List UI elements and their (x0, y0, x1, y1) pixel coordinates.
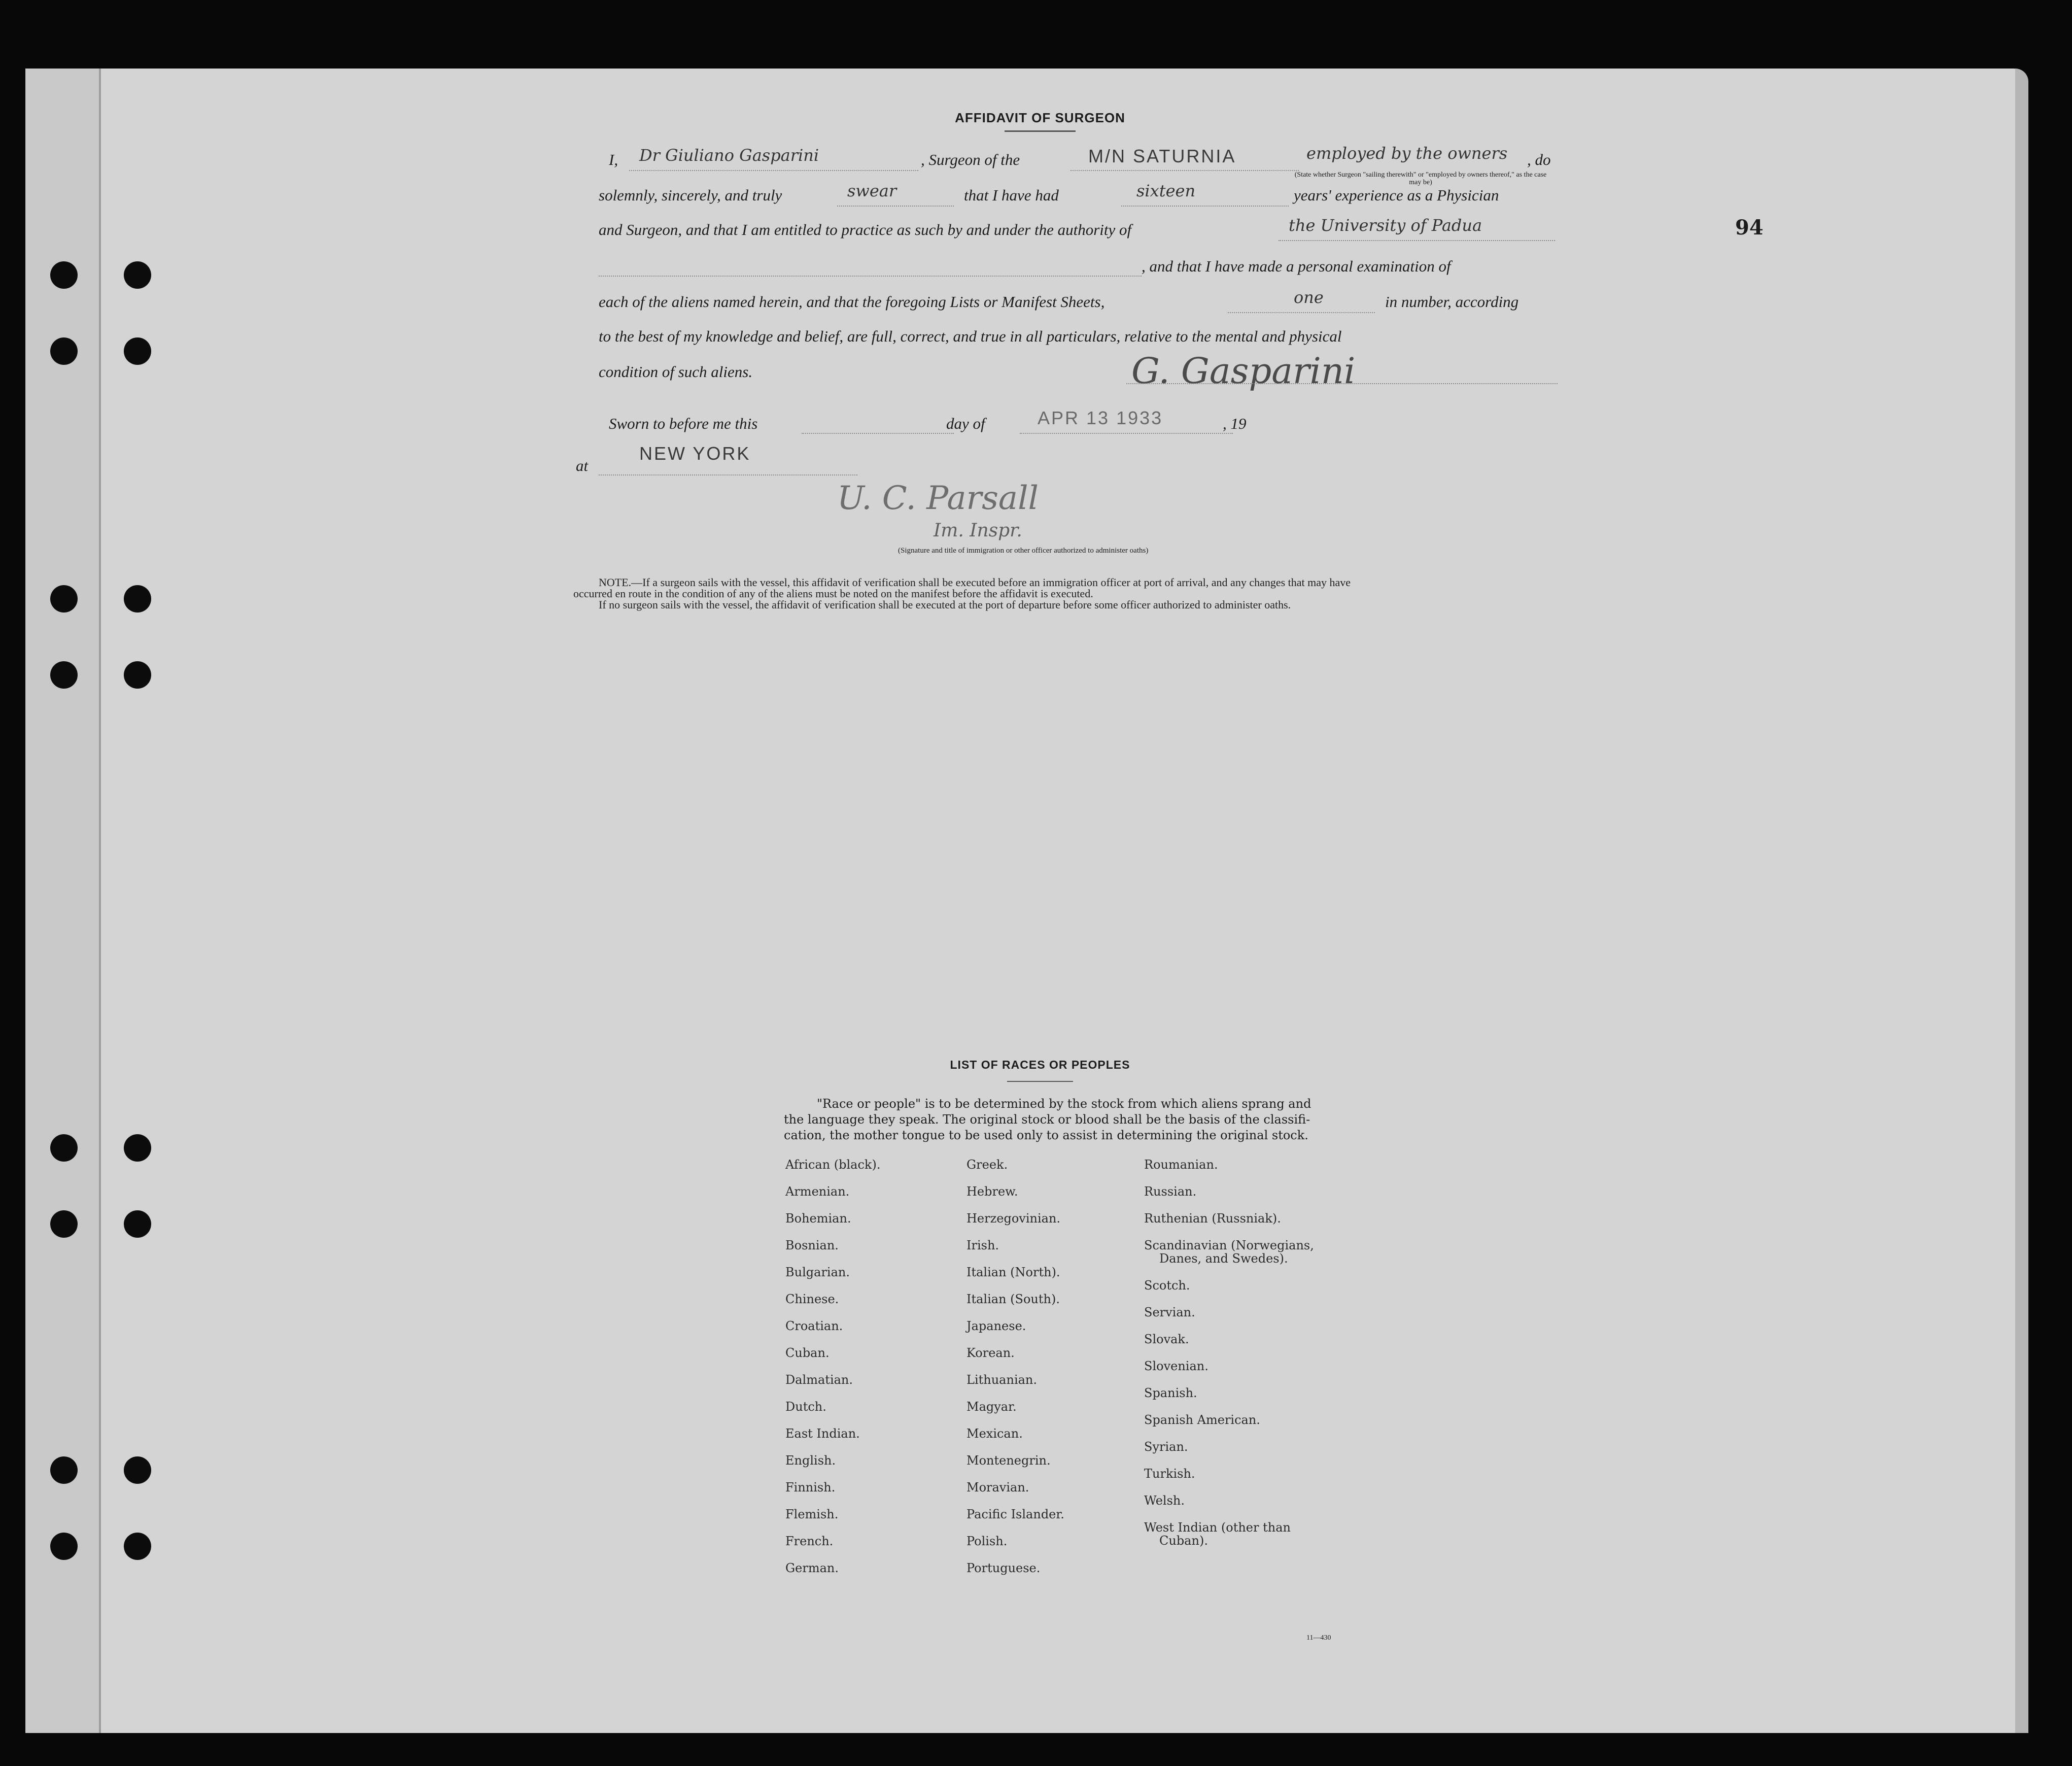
affidavit-text: condition of such aliens. (599, 363, 753, 381)
affidavit-text: , Surgeon of the (921, 151, 1020, 168)
place-line (599, 474, 857, 476)
affidavit-text: day of (946, 415, 985, 432)
binder-hole (124, 1210, 151, 1238)
sheet-count-handwritten: one (1294, 288, 1324, 307)
place-stamp: NEW YORK (639, 443, 751, 464)
employment-handwritten: employed by the owners (1306, 144, 1508, 163)
race-list-item: Welsh. (1144, 1493, 1185, 1508)
page-edge (2015, 69, 2028, 1733)
race-list-item: Bulgarian. (785, 1265, 850, 1279)
race-list-item: Chinese. (785, 1292, 839, 1306)
race-list-item: English. (785, 1453, 836, 1468)
race-list-item: Cuban. (785, 1346, 830, 1360)
officer-caption: (Signature and title of immigration or other officer authorized to administer oaths) (898, 547, 1149, 555)
race-list-item: Spanish American. (1144, 1413, 1260, 1427)
affidavit-text: I, (609, 151, 618, 168)
races-title-rule (1007, 1081, 1073, 1082)
affidavit-text: and Surgeon, and that I am entitled to practice as such by and under the authority of (599, 221, 1132, 239)
races-title: LIST OF RACES OR PEOPLES (950, 1058, 1130, 1071)
race-list-item: Moravian. (966, 1480, 1029, 1495)
race-list-item: Syrian. (1144, 1440, 1188, 1454)
surgeon-name-line (629, 170, 918, 171)
race-list-item: Finnish. (785, 1480, 836, 1495)
binder-hole (50, 1210, 78, 1238)
race-list-item: African (black). (785, 1158, 881, 1172)
affidavit-text: at (576, 457, 589, 474)
race-list-item: Magyar. (966, 1400, 1017, 1414)
binder-hole (50, 585, 78, 613)
affidavit-text: to the best of my knowledge and belief, are full, correct, and true in all particulars, relative to the mental and physical (599, 327, 1342, 345)
race-list-item: East Indian. (785, 1427, 860, 1441)
page-number: 94 (1735, 216, 1764, 240)
binder-hole (124, 585, 151, 613)
races-intro-line: the language they speak. The original stock or blood shall be the basis of the classifi- (784, 1112, 1310, 1127)
race-list-item: Servian. (1144, 1305, 1195, 1319)
race-list-item: Roumanian. (1144, 1158, 1218, 1172)
race-list-item: Scotch. (1144, 1278, 1190, 1293)
form-number: 11—430 (1306, 1634, 1331, 1642)
signature-line (1126, 383, 1558, 384)
race-list-item: Japanese. (966, 1319, 1026, 1333)
years-line (1121, 206, 1289, 207)
binder-hole (124, 1456, 151, 1484)
race-list-item: Bohemian. (785, 1211, 851, 1226)
sheet-count-line (1228, 312, 1375, 313)
race-list-item: Herzegovinian. (966, 1211, 1061, 1226)
note-line: If no surgeon sails with the vessel, the affidavit of verification shall be executed at the port of departure before some officer authorized to administer oaths. (599, 598, 1291, 611)
date-stamp: APR 13 1933 (1038, 407, 1163, 428)
binder-hole (124, 337, 151, 365)
race-list-item: West Indian (other than (1144, 1520, 1291, 1535)
surgeon-signature: G. Gasparini (1131, 350, 1356, 392)
binder-hole (124, 261, 151, 289)
title-rule (1005, 130, 1076, 132)
race-list-item: Greek. (966, 1158, 1008, 1172)
authority-handwritten: the University of Padua (1289, 216, 1482, 235)
affidavit-text: solemnly, sincerely, and truly (599, 186, 782, 204)
race-list-item: Italian (South). (966, 1292, 1060, 1306)
affidavit-text: each of the aliens named herein, and that the foregoing Lists or Manifest Sheets, (599, 293, 1105, 311)
race-list-item: Dalmatian. (785, 1373, 853, 1387)
race-list-item: Montenegrin. (966, 1453, 1051, 1468)
binder-hole (50, 1456, 78, 1484)
sworn-day-line (802, 433, 954, 434)
affidavit-text: , do (1527, 151, 1551, 168)
race-list-item: Armenian. (785, 1184, 850, 1199)
affidavit-text: Sworn to before me this (609, 415, 758, 432)
oath-line (837, 206, 954, 207)
binder-hole (50, 661, 78, 689)
binder-hole (50, 337, 78, 365)
race-list-item: Irish. (966, 1238, 999, 1252)
race-list-item: French. (785, 1534, 834, 1548)
years-handwritten: sixteen (1136, 181, 1196, 200)
race-list-item: Russian. (1144, 1184, 1197, 1199)
race-list-item: Hebrew. (966, 1184, 1018, 1199)
officer-signature: U. C. Parsall (837, 480, 1039, 517)
employment-note: (State whether Surgeon "sailing therewith" or "employed by owners thereof," as the case may be) (1294, 171, 1547, 186)
binder-hole (50, 261, 78, 289)
affidavit-text: that I have had (964, 186, 1059, 204)
race-list-item: Pacific Islander. (966, 1507, 1064, 1521)
binder-hole (124, 661, 151, 689)
officer-title: Im. Inspr. (934, 520, 1022, 541)
race-list-item: Italian (North). (966, 1265, 1060, 1279)
note-line: NOTE.—If a surgeon sails with the vessel, this affidavit of verification shall be executed before an immigration officer at port of arrival, and any changes that may have (599, 576, 1351, 589)
race-list-item: Slovenian. (1144, 1359, 1208, 1373)
races-intro-line: cation, the mother tongue to be used only to assist in determining the original stock. (784, 1128, 1308, 1142)
note-line: occurred en route in the condition of any of the aliens must be noted on the manifest before the affidavit is executed. (573, 587, 1093, 600)
race-list-item: Croatian. (785, 1319, 843, 1333)
document-page (25, 69, 2028, 1733)
surgeon-name-handwritten: Dr Giuliano Gasparini (639, 146, 819, 165)
affidavit-text: years' experience as a Physician (1294, 186, 1499, 204)
race-list-item: Lithuanian. (966, 1373, 1038, 1387)
binder-hole (124, 1134, 151, 1162)
race-list-item: Portuguese. (966, 1561, 1041, 1575)
authority-continuation-line (599, 276, 1142, 277)
binder-hole (50, 1533, 78, 1560)
affidavit-text: , and that I have made a personal examination of (1142, 257, 1451, 275)
vessel-line (1070, 170, 1299, 171)
race-list-item: Danes, and Swedes). (1159, 1251, 1288, 1266)
race-list-item: Dutch. (785, 1400, 826, 1414)
race-list-item: Polish. (966, 1534, 1008, 1548)
race-list-item: Flemish. (785, 1507, 839, 1521)
affidavit-text: in number, according (1385, 293, 1519, 311)
binder-hole (50, 1134, 78, 1162)
affidavit-title: AFFIDAVIT OF SURGEON (955, 110, 1125, 125)
race-list-item: Cuban). (1159, 1534, 1208, 1548)
race-list-item: Slovak. (1144, 1332, 1189, 1346)
race-list-item: Mexican. (966, 1427, 1023, 1441)
race-list-item: Scandinavian (Norwegians, (1144, 1238, 1314, 1252)
oath-handwritten: swear (847, 181, 897, 200)
race-list-item: German. (785, 1561, 839, 1575)
affidavit-text: , 19 (1223, 415, 1247, 432)
sworn-date-line (1020, 433, 1233, 434)
race-list-item: Spanish. (1144, 1386, 1197, 1400)
race-list-item: Bosnian. (785, 1238, 839, 1252)
races-intro-line: "Race or people" is to be determined by the stock from which aliens sprang and (817, 1097, 1311, 1111)
race-list-item: Turkish. (1144, 1467, 1195, 1481)
authority-line (1279, 240, 1555, 241)
vessel-name-stamp: M/N SATURNIA (1088, 146, 1236, 166)
race-list-item: Korean. (966, 1346, 1015, 1360)
race-list-item: Ruthenian (Russniak). (1144, 1211, 1281, 1226)
binder-hole (124, 1533, 151, 1560)
